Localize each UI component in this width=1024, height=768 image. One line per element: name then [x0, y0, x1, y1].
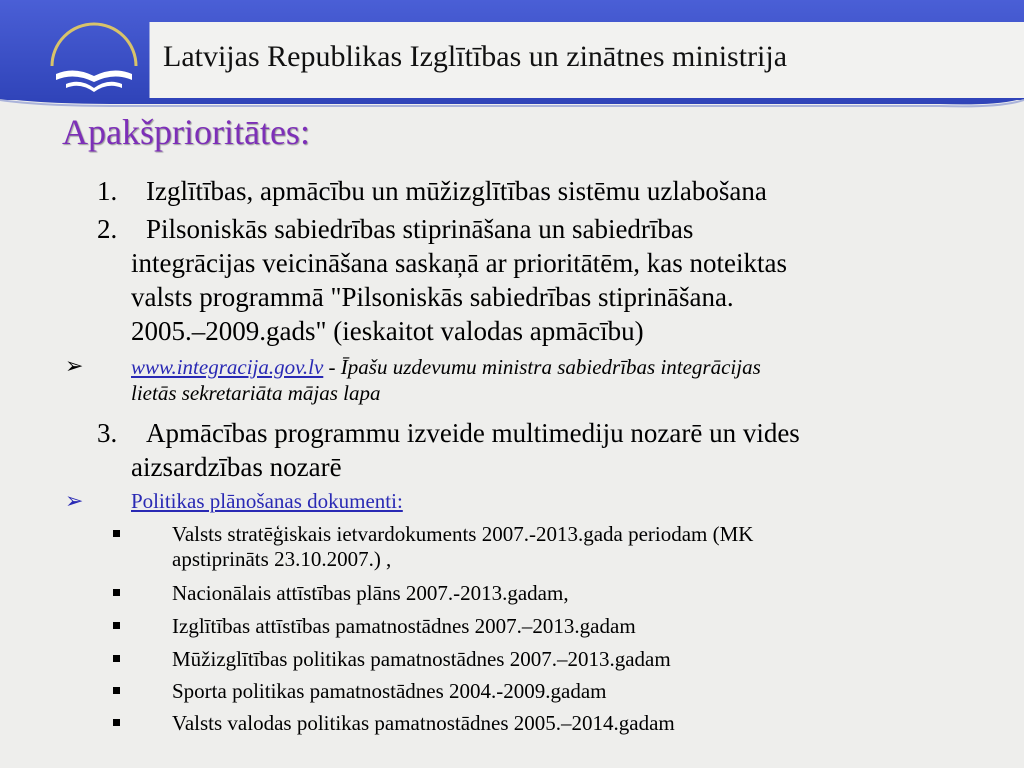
square-bullet-icon	[113, 687, 120, 694]
ministry-logo-icon	[44, 18, 144, 94]
priority-2-line-2: integrācijas veicināšana saskaņā ar prioritātēm, kas noteiktas	[131, 248, 787, 278]
policy-doc-2: Nacionālais attīstības plāns 2007.-2013.gadam,	[172, 581, 569, 605]
priority-3-number: 3.	[97, 418, 118, 448]
priority-2-number: 2.	[97, 214, 118, 244]
integracija-link[interactable]: www.integracija.gov.lv	[131, 355, 324, 379]
square-bullet-icon	[113, 719, 120, 726]
policy-doc-6: Valsts valodas politikas pamatnostādnes 2005.–2014.gadam	[172, 711, 675, 735]
policy-doc-3: Izglītības attīstības pamatnostādnes 2007.–2013.gadam	[172, 614, 636, 638]
link-separator: -	[323, 355, 341, 379]
policy-doc-1-line-2: apstiprināts 23.10.2007.) ,	[172, 547, 392, 571]
priority-3-line-1: Apmācības programmu izveide multimediju nozarē un vides	[146, 418, 800, 448]
priority-1-number: 1.	[97, 176, 118, 206]
policy-doc-5: Sporta politikas pamatnostādnes 2004.-2009.gadam	[172, 679, 607, 703]
square-bullet-icon	[113, 655, 120, 662]
arrow-bullet-icon: ➢	[65, 488, 84, 513]
header-title: Latvijas Republikas Izglītības un zinātnes ministrija	[163, 40, 788, 73]
link-description-1: Īpašu uzdevumu ministra sabiedrības integrācijas	[340, 355, 761, 379]
priority-2-line-4: 2005.–2009.gads" (ieskaitot valodas apmācību)	[131, 316, 644, 346]
link-description-2: lietās sekretariāta mājas lapa	[131, 381, 381, 405]
policy-documents-link[interactable]: Politikas plānošanas dokumenti:	[131, 489, 403, 513]
square-bullet-icon	[113, 622, 120, 629]
page-heading: Apakšprioritātes:	[62, 112, 310, 152]
arrow-bullet-icon: ➢	[65, 353, 84, 378]
square-bullet-icon	[113, 530, 120, 537]
policy-doc-4: Mūžizglītības politikas pamatnostādnes 2007.–2013.gadam	[172, 647, 671, 671]
policy-doc-1-line-1: Valsts stratēģiskais ietvardokuments 2007.-2013.gada periodam (MK	[172, 522, 754, 546]
priority-3-line-2: aizsardzības nozarē	[131, 452, 342, 482]
link-item-line-1	[131, 355, 761, 380]
priority-1-line-1: Izglītības, apmācību un mūžizglītības sistēmu uzlabošana	[146, 176, 767, 206]
priority-2-line-3: valsts programmā "Pilsoniskās sabiedrības stiprināšana.	[131, 282, 734, 312]
priority-2-line-1: Pilsoniskās sabiedrības stiprināšana un sabiedrības	[146, 214, 694, 244]
square-bullet-icon	[113, 589, 120, 596]
